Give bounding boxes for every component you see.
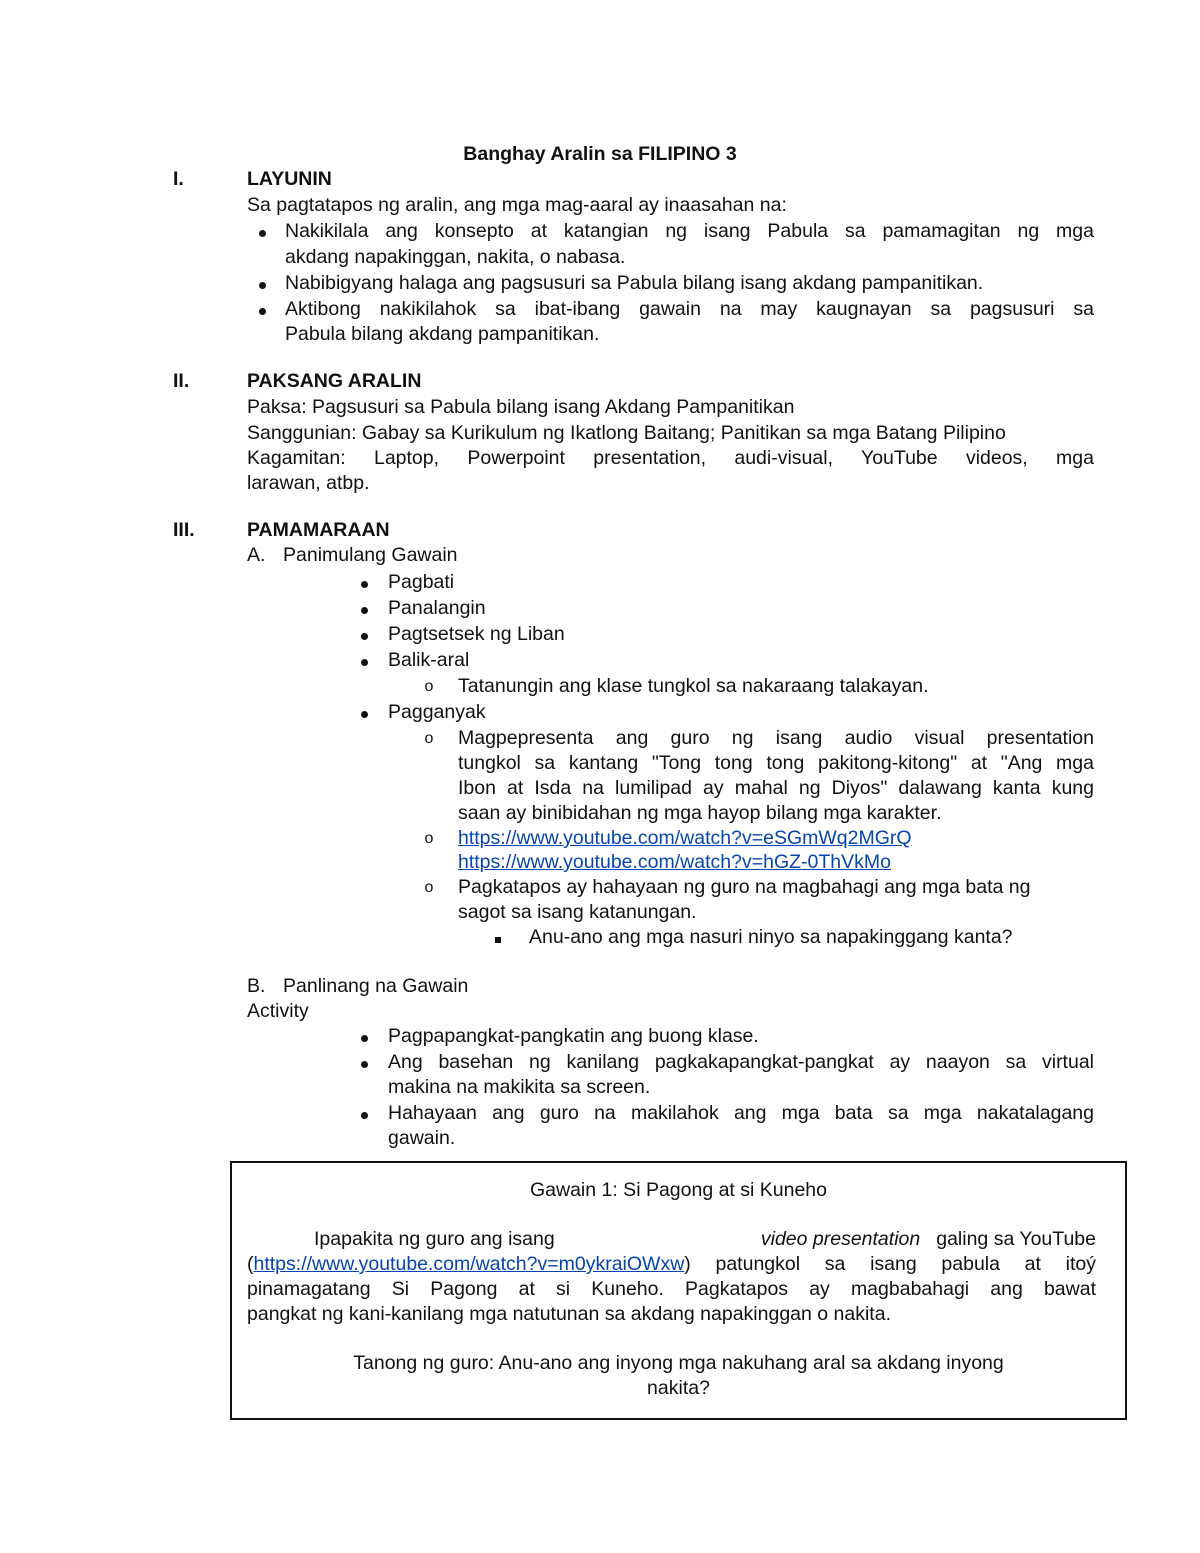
pagganyak-question: Anu-ano ang mga nasuri ninyo sa napakinggang kanta? <box>529 926 1013 948</box>
sanggunian-line: Sanggunian: Gabay sa Kurikulum ng Ikatlong Baitang; Panitikan sa mga Batang Pilipino <box>247 422 1006 444</box>
bullet-icon <box>357 1024 371 1049</box>
bullet-icon <box>357 622 371 647</box>
bullet-icon <box>255 219 269 244</box>
pagganyak-sub-3-line-2: sagot sa isang katanungan. <box>458 901 697 923</box>
layunin-intro: Sa pagtatapos ng aralin, ang mga mag-aaral ay inaasahan na: <box>247 194 787 216</box>
bullet-icon <box>357 596 371 621</box>
activity-item-1: Pagpapangkat-pangkatin ang buong klase. <box>388 1025 759 1047</box>
section-number-1: I. <box>173 168 184 190</box>
bullet-icon <box>357 1101 371 1126</box>
gawain-title: Gawain 1: Si Pagong at si Kuneho <box>529 1179 828 1201</box>
activity-item-2-line-2: makina na makikita sa screen. <box>388 1076 651 1098</box>
kagamitan-line-2: larawan, atbp. <box>247 472 370 494</box>
section-number-2: II. <box>173 370 190 392</box>
bullet-icon <box>357 700 371 725</box>
circle-bullet-icon: o <box>424 730 434 747</box>
paksa-line: Paksa: Pagsusuri sa Pabula bilang isang Akdang Pampanitikan <box>247 396 795 418</box>
pagganyak-sub-1-line-2: tungkol sa kantang "Tong tong tong pakitong-kitong" at "Ang mga <box>458 752 1094 774</box>
layunin-item-2: Nabibigyang halaga ang pagsusuri sa Pabula bilang isang akdang pampanitikan. <box>285 272 984 294</box>
part-b-title: Panlinang na Gawain <box>283 975 469 997</box>
list-item-panalangin: Panalangin <box>388 597 486 619</box>
kagamitan-line-1: Kagamitan: Laptop, Powerpoint presentation, audi-visual, YouTube videos, mga <box>247 447 1094 469</box>
gawain-p2-open: ( <box>247 1253 254 1275</box>
gawain-paragraph-line-3: pinamagatang Si Pagong at si Kuneho. Pagkatapos ay magbabahagi ang bawat <box>247 1278 1096 1300</box>
gawain-p2-rest: ) patungkol sa isang pabula at itoý <box>684 1253 1096 1275</box>
layunin-item-3-line-2: Pabula bilang akdang pampanitikan. <box>285 323 600 345</box>
activity-item-3-line-1: Hahayaan ang guro na makilahok ang mga bata sa mga nakatalagang <box>388 1102 1094 1124</box>
layunin-item-1-line-2: akdang napakinggan, nakita, o nabasa. <box>285 246 626 268</box>
circle-bullet-icon: o <box>424 678 434 695</box>
bullet-icon <box>255 297 269 322</box>
bullet-icon <box>357 648 371 673</box>
bullet-icon <box>255 271 269 296</box>
youtube-link-1[interactable]: https://www.youtube.com/watch?v=eSGmWq2MGrQ <box>458 827 912 849</box>
list-item-balik-aral: Balik-aral <box>388 649 470 671</box>
square-bullet-icon <box>491 925 505 950</box>
gawain-p1-a: Ipapakita ng guro ang isang <box>314 1228 555 1250</box>
pagganyak-sub-3-line-1: Pagkatapos ay hahayaan ng guro na magbahagi ang mga bata ng <box>458 876 1031 898</box>
gawain-box <box>230 1161 1127 1420</box>
gawain-paragraph-line-4: pangkat ng kani-kanilang mga natutunan sa akdang napakinggan o nakita. <box>247 1303 891 1325</box>
gawain-paragraph-line-1 <box>314 1227 1096 1252</box>
youtube-link-2[interactable]: https://www.youtube.com/watch?v=hGZ-0ThVkMo <box>458 851 891 873</box>
list-item-pagbati: Pagbati <box>388 571 455 593</box>
activity-item-2-line-1: Ang basehan ng kanilang pagkakapangkat-pangkat ay naayon sa virtual <box>388 1051 1094 1073</box>
gawain-p1-em: video presentation <box>760 1228 921 1250</box>
activity-item-3-line-2: gawain. <box>388 1127 456 1149</box>
section-heading-pamamaraan: PAMAMARAAN <box>247 519 390 541</box>
gawain-question-line-2: nakita? <box>647 1377 710 1399</box>
circle-bullet-icon: o <box>424 830 434 847</box>
document-title: Banghay Aralin sa FILIPINO 3 <box>463 143 737 165</box>
gawain-question-line-1: Tanong ng guro: Anu-ano ang inyong mga nakuhang aral sa akdang inyong <box>353 1352 1004 1374</box>
gawain-p1-b: galing sa YouTube <box>936 1228 1096 1250</box>
section-heading-layunin: LAYUNIN <box>247 168 332 190</box>
gawain-youtube-link[interactable]: https://www.youtube.com/watch?v=m0ykraiOWxw <box>253 1253 685 1275</box>
layunin-item-1-line-1: Nakikilala ang konsepto at katangian ng isang Pabula sa pamamagitan ng mga <box>285 220 1094 242</box>
balik-aral-sub: Tatanungin ang klase tungkol sa nakaraang talakayan. <box>458 675 929 697</box>
pagganyak-sub-1-line-3: Ibon at Isda na lumilipad ay mahal ng Diyos" dalawang kanta kung <box>458 777 1094 799</box>
bullet-icon <box>357 1050 371 1075</box>
bullet-icon <box>357 570 371 595</box>
layunin-item-3-line-1: Aktibong nakikilahok sa ibat-ibang gawain na may kaugnayan sa pagsusuri sa <box>285 298 1094 320</box>
list-item-pagganyak: Pagganyak <box>388 701 486 723</box>
part-b-label: B. <box>247 975 266 997</box>
section-heading-paksang-aralin: PAKSANG ARALIN <box>247 370 422 392</box>
circle-bullet-icon: o <box>424 879 434 896</box>
pagganyak-sub-1-line-4: saan ay binibidahan ng mga hayop bilang mga karakter. <box>458 802 942 824</box>
list-item-pagtsetsek: Pagtsetsek ng Liban <box>388 623 565 645</box>
activity-label: Activity <box>247 1000 309 1022</box>
part-a-title: Panimulang Gawain <box>283 544 458 566</box>
gawain-paragraph-line-2 <box>247 1252 1096 1277</box>
part-a-label: A. <box>247 544 266 566</box>
pagganyak-sub-1-line-1: Magpepresenta ang guro ng isang audio visual presentation <box>458 727 1094 749</box>
section-number-3: III. <box>173 519 195 541</box>
